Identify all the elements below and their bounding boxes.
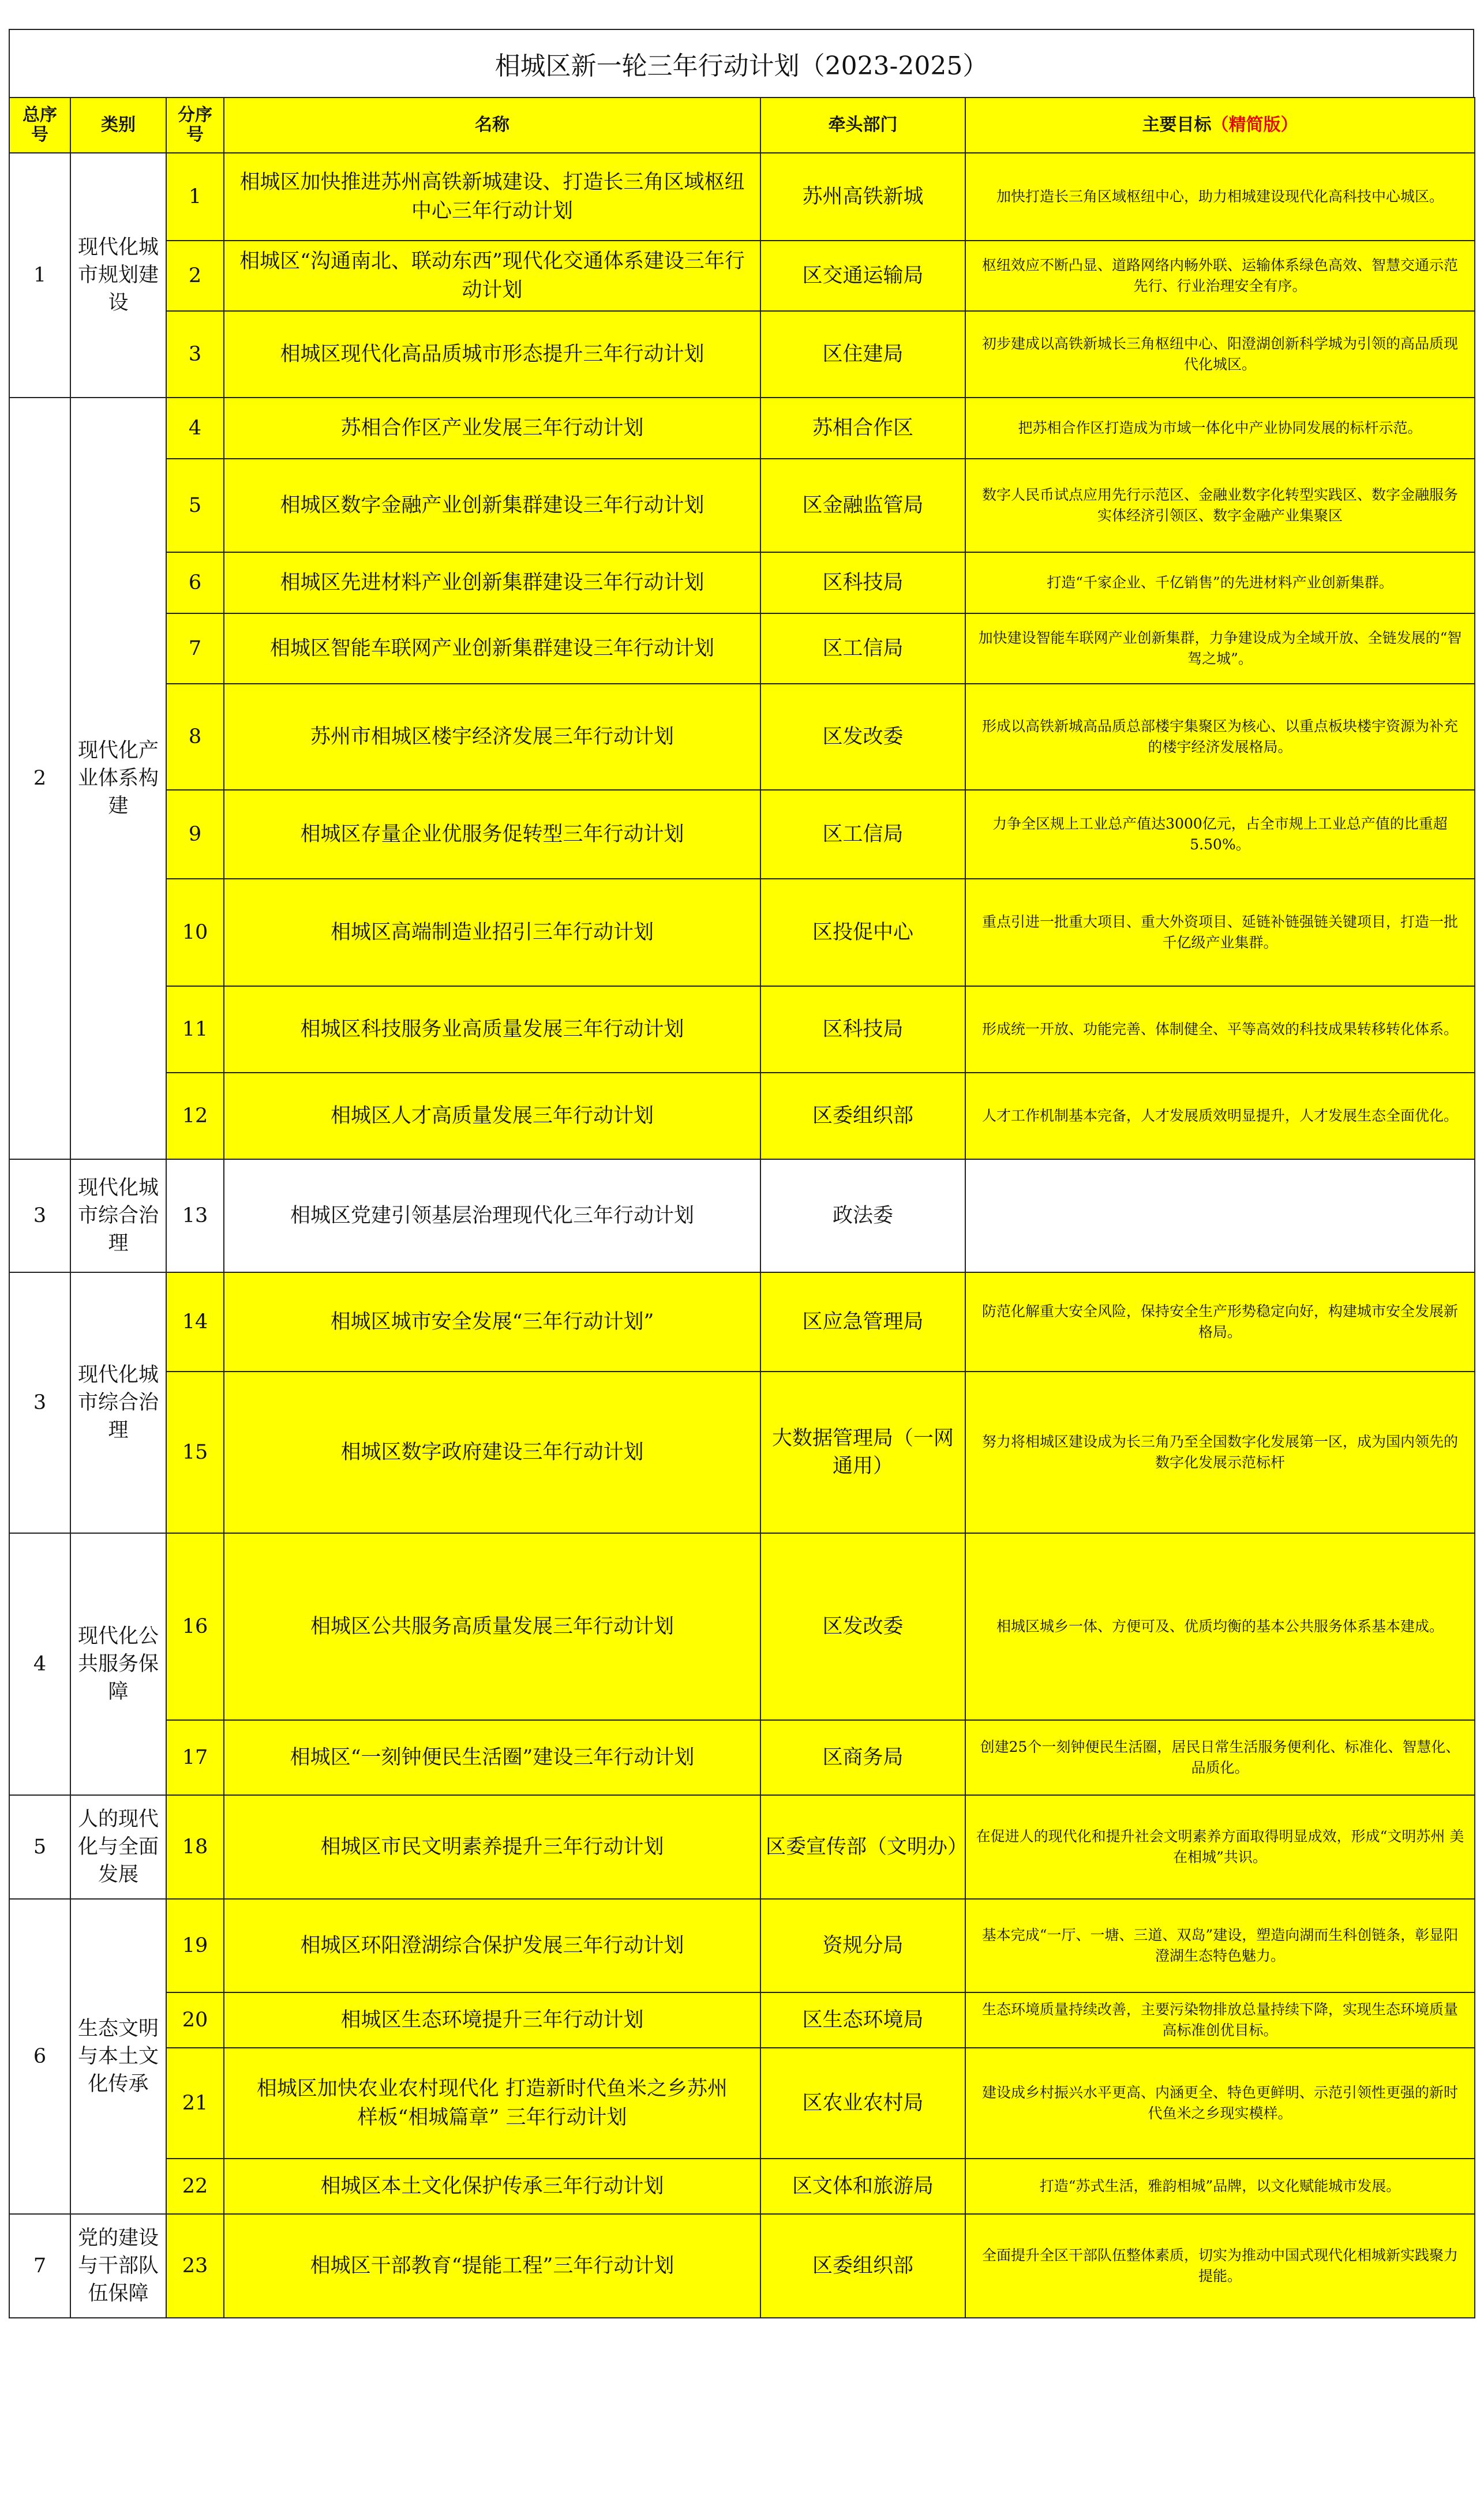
group-category: 现代化城市规划建设 bbox=[78, 236, 159, 314]
group-total-no: 5 bbox=[9, 1795, 70, 1899]
row-target: 形成以高铁新城高品质总部楼宇集聚区为核心、以重点板块楼宇资源为补充的楼宇经济发展格局。 bbox=[965, 684, 1475, 790]
row-sub-no: 16 bbox=[166, 1533, 224, 1720]
row-sub-no: 11 bbox=[166, 986, 224, 1073]
row-plan-name: 相城区现代化高品质城市形态提升三年行动计划 bbox=[224, 311, 760, 398]
row-sub-no: 17 bbox=[166, 1720, 224, 1795]
row-lead-dept: 资规分局 bbox=[760, 1899, 965, 1992]
row-plan-name: 相城区生态环境提升三年行动计划 bbox=[224, 1992, 760, 2048]
group-total-no: 7 bbox=[9, 2214, 70, 2318]
row-target: 生态环境质量持续改善，主要污染物排放总量持续下降，实现生态环境质量高标准创优目标。 bbox=[965, 1992, 1475, 2048]
row-target: 努力将相城区建设成为长三角乃至全国数字化发展第一区，成为国内领先的数字化发展示范标杆 bbox=[965, 1372, 1475, 1533]
row-lead-dept: 区科技局 bbox=[760, 986, 965, 1073]
table-row bbox=[9, 986, 1475, 1073]
table-row bbox=[9, 1899, 1475, 1992]
row-plan-name: 相城区智能车联网产业创新集群建设三年行动计划 bbox=[224, 613, 760, 684]
header-category: 类别 bbox=[70, 98, 166, 153]
row-lead-dept: 区投促中心 bbox=[760, 879, 965, 986]
table-row bbox=[9, 2214, 1475, 2318]
row-sub-no: 2 bbox=[166, 241, 224, 311]
row-target: 防范化解重大安全风险，保持安全生产形势稳定向好，构建城市安全发展新格局。 bbox=[965, 1272, 1475, 1372]
row-sub-no: 14 bbox=[166, 1272, 224, 1372]
row-sub-no: 12 bbox=[166, 1073, 224, 1159]
row-lead-dept: 苏相合作区 bbox=[760, 398, 965, 459]
group-total-no: 3 bbox=[9, 1159, 70, 1272]
row-lead-dept: 苏州高铁新城 bbox=[760, 153, 965, 241]
group-category: 党的建设与干部队伍保障 bbox=[78, 2227, 159, 2305]
row-lead-dept: 区委组织部 bbox=[760, 1073, 965, 1159]
row-sub-no: 21 bbox=[166, 2048, 224, 2159]
group-total-no: 3 bbox=[9, 1272, 70, 1533]
table-row bbox=[9, 2159, 1475, 2214]
row-target: 把苏相合作区打造成为市域一体化中产业协同发展的标杆示范。 bbox=[965, 398, 1475, 459]
table-row bbox=[9, 1372, 1475, 1533]
header-lead-dept: 牵头部门 bbox=[760, 98, 965, 153]
table-row bbox=[9, 1795, 1475, 1899]
row-target: 形成统一开放、功能完善、体制健全、平等高效的科技成果转移转化体系。 bbox=[965, 986, 1475, 1073]
row-target: 力争全区规上工业总产值达3000亿元，占全市规上工业总产值的比重超5.50%。 bbox=[965, 790, 1475, 879]
group-category: 现代化城市综合治理 bbox=[78, 1177, 159, 1255]
header-total-no: 总序号 bbox=[9, 98, 70, 153]
plan-table-body bbox=[9, 153, 1475, 2318]
row-target: 打造“苏式生活，雅韵相城”品牌，以文化赋能城市发展。 bbox=[965, 2159, 1475, 2214]
group-category: 生态文明与本土文化传承 bbox=[78, 2017, 159, 2096]
row-target: 初步建成以高铁新城长三角枢纽中心、阳澄湖创新科学城为引领的高品质现代化城区。 bbox=[965, 311, 1475, 398]
row-sub-no: 4 bbox=[166, 398, 224, 459]
header-row bbox=[9, 98, 1475, 153]
header-sub-no: 分序号 bbox=[166, 98, 224, 153]
group-category-cell bbox=[70, 1899, 166, 2214]
row-plan-name: 相城区数字政府建设三年行动计划 bbox=[224, 1372, 760, 1533]
row-target: 相城区城乡一体、方便可及、优质均衡的基本公共服务体系基本建成。 bbox=[965, 1533, 1475, 1720]
row-plan-name: 相城区城市安全发展“三年行动计划” bbox=[224, 1272, 760, 1372]
group-category-cell bbox=[70, 1795, 166, 1899]
table-row bbox=[9, 1073, 1475, 1159]
group-category-cell bbox=[70, 2214, 166, 2318]
row-plan-name: 相城区市民文明素养提升三年行动计划 bbox=[224, 1795, 760, 1899]
group-category-cell bbox=[70, 153, 166, 398]
row-sub-no: 5 bbox=[166, 459, 224, 552]
row-plan-name: 相城区加快推进苏州高铁新城建设、打造长三角区域枢纽中心三年行动计划 bbox=[224, 153, 760, 241]
row-plan-name: 相城区科技服务业高质量发展三年行动计划 bbox=[224, 986, 760, 1073]
row-plan-name: 相城区存量企业优服务促转型三年行动计划 bbox=[224, 790, 760, 879]
row-lead-dept: 区发改委 bbox=[760, 684, 965, 790]
table-row bbox=[9, 684, 1475, 790]
table-row bbox=[9, 153, 1475, 241]
row-plan-name: 相城区“一刻钟便民生活圈”建设三年行动计划 bbox=[224, 1720, 760, 1795]
row-plan-name: 相城区先进材料产业创新集群建设三年行动计划 bbox=[224, 552, 760, 613]
row-plan-name: 相城区本土文化保护传承三年行动计划 bbox=[224, 2159, 760, 2214]
row-sub-no: 15 bbox=[166, 1372, 224, 1533]
header-target-label: 主要目标 bbox=[1142, 115, 1212, 135]
row-plan-name: 苏州市相城区楼宇经济发展三年行动计划 bbox=[224, 684, 760, 790]
plan-table bbox=[9, 97, 1475, 2318]
row-sub-no: 23 bbox=[166, 2214, 224, 2318]
table-row bbox=[9, 879, 1475, 986]
header-target bbox=[965, 98, 1475, 153]
row-lead-dept: 区委宣传部（文明办） bbox=[760, 1795, 965, 1899]
group-category-cell bbox=[70, 398, 166, 1159]
row-sub-no: 13 bbox=[166, 1159, 224, 1272]
plan-sheet bbox=[9, 0, 1474, 2495]
header-name: 名称 bbox=[224, 98, 760, 153]
row-target: 加快建设智能车联网产业创新集群，力争建设成为全域开放、全链发展的“智驾之城”。 bbox=[965, 613, 1475, 684]
row-target: 全面提升全区干部队伍整体素质，切实为推动中国式现代化相城新实践聚力提能。 bbox=[965, 2214, 1475, 2318]
row-target: 枢纽效应不断凸显、道路网络内畅外联、运输体系绿色高效、智慧交通示范先行、行业治理安全有序。 bbox=[965, 241, 1475, 311]
row-sub-no: 1 bbox=[166, 153, 224, 241]
row-plan-name: 相城区环阳澄湖综合保护发展三年行动计划 bbox=[224, 1899, 760, 1992]
table-row bbox=[9, 1159, 1475, 1272]
row-lead-dept: 区工信局 bbox=[760, 613, 965, 684]
row-sub-no: 18 bbox=[166, 1795, 224, 1899]
table-row bbox=[9, 241, 1475, 311]
table-row bbox=[9, 2048, 1475, 2159]
row-lead-dept: 区农业农村局 bbox=[760, 2048, 965, 2159]
table-row bbox=[9, 1720, 1475, 1795]
group-total-no: 4 bbox=[9, 1533, 70, 1795]
row-lead-dept: 区发改委 bbox=[760, 1533, 965, 1720]
table-row bbox=[9, 790, 1475, 879]
row-target bbox=[965, 1159, 1475, 1272]
row-lead-dept: 区科技局 bbox=[760, 552, 965, 613]
row-lead-dept: 区应急管理局 bbox=[760, 1272, 965, 1372]
row-plan-name: 相城区高端制造业招引三年行动计划 bbox=[224, 879, 760, 986]
table-row bbox=[9, 1272, 1475, 1372]
row-lead-dept: 区商务局 bbox=[760, 1720, 965, 1795]
table-row bbox=[9, 552, 1475, 613]
group-category-cell bbox=[70, 1533, 166, 1795]
row-plan-name: 相城区公共服务高质量发展三年行动计划 bbox=[224, 1533, 760, 1720]
group-total-no: 1 bbox=[9, 153, 70, 398]
table-row bbox=[9, 311, 1475, 398]
row-plan-name: 苏相合作区产业发展三年行动计划 bbox=[224, 398, 760, 459]
row-sub-no: 20 bbox=[166, 1992, 224, 2048]
row-lead-dept: 区委组织部 bbox=[760, 2214, 965, 2318]
group-category: 现代化产业体系构建 bbox=[78, 739, 159, 818]
row-plan-name: 相城区加快农业农村现代化 打造新时代鱼米之乡苏州样板“相城篇章” 三年行动计划 bbox=[224, 2048, 760, 2159]
row-lead-dept: 区生态环境局 bbox=[760, 1992, 965, 2048]
group-category-cell bbox=[70, 1159, 166, 1272]
row-plan-name: 相城区人才高质量发展三年行动计划 bbox=[224, 1073, 760, 1159]
row-sub-no: 9 bbox=[166, 790, 224, 879]
table-row bbox=[9, 459, 1475, 552]
row-lead-dept: 区工信局 bbox=[760, 790, 965, 879]
table-row bbox=[9, 613, 1475, 684]
row-lead-dept: 大数据管理局（一网通用） bbox=[760, 1372, 965, 1533]
row-plan-name: 相城区“沟通南北、联动东西”现代化交通体系建设三年行动计划 bbox=[224, 241, 760, 311]
group-total-no: 6 bbox=[9, 1899, 70, 2214]
row-lead-dept: 区住建局 bbox=[760, 311, 965, 398]
row-plan-name: 相城区数字金融产业创新集群建设三年行动计划 bbox=[224, 459, 760, 552]
row-lead-dept: 区交通运输局 bbox=[760, 241, 965, 311]
header-target-note: （精简版） bbox=[1211, 115, 1298, 135]
row-sub-no: 7 bbox=[166, 613, 224, 684]
row-sub-no: 6 bbox=[166, 552, 224, 613]
row-target: 打造“千家企业、千亿销售”的先进材料产业创新集群。 bbox=[965, 552, 1475, 613]
row-lead-dept: 区文体和旅游局 bbox=[760, 2159, 965, 2214]
table-row bbox=[9, 1533, 1475, 1720]
row-sub-no: 22 bbox=[166, 2159, 224, 2214]
row-sub-no: 19 bbox=[166, 1899, 224, 1992]
table-row bbox=[9, 398, 1475, 459]
group-category: 人的现代化与全面发展 bbox=[78, 1808, 159, 1886]
row-lead-dept: 区金融监管局 bbox=[760, 459, 965, 552]
group-category: 现代化城市综合治理 bbox=[78, 1363, 159, 1442]
row-target: 重点引进一批重大项目、重大外资项目、延链补链强链关键项目，打造一批千亿级产业集群。 bbox=[965, 879, 1475, 986]
row-lead-dept: 政法委 bbox=[760, 1159, 965, 1272]
row-target: 加快打造长三角区域枢纽中心，助力相城建设现代化高科技中心城区。 bbox=[965, 153, 1475, 241]
row-target: 创建25个一刻钟便民生活圈，居民日常生活服务便利化、标准化、智慧化、品质化。 bbox=[965, 1720, 1475, 1795]
row-sub-no: 10 bbox=[166, 879, 224, 986]
table-row bbox=[9, 1992, 1475, 2048]
group-total-no: 2 bbox=[9, 398, 70, 1159]
row-sub-no: 3 bbox=[166, 311, 224, 398]
row-target: 基本完成“一厅、一塘、三道、双岛”建设，塑造向湖而生科创链条，彰显阳澄湖生态特色魅力。 bbox=[965, 1899, 1475, 1992]
sheet-title: 相城区新一轮三年行动计划（2023-2025） bbox=[9, 29, 1474, 97]
row-target: 人才工作机制基本完备，人才发展质效明显提升，人才发展生态全面优化。 bbox=[965, 1073, 1475, 1159]
row-target: 建设成乡村振兴水平更高、内涵更全、特色更鲜明、示范引领性更强的新时代鱼米之乡现实模样。 bbox=[965, 2048, 1475, 2159]
row-plan-name: 相城区干部教育“提能工程”三年行动计划 bbox=[224, 2214, 760, 2318]
row-target: 数字人民币试点应用先行示范区、金融业数字化转型实践区、数字金融服务实体经济引领区、数字金融产业集聚区 bbox=[965, 459, 1475, 552]
row-plan-name: 相城区党建引领基层治理现代化三年行动计划 bbox=[224, 1159, 760, 1272]
row-sub-no: 8 bbox=[166, 684, 224, 790]
group-category: 现代化公共服务保障 bbox=[78, 1625, 159, 1703]
row-target: 在促进人的现代化和提升社会文明素养方面取得明显成效，形成“文明苏州 美在相城”共识。 bbox=[965, 1795, 1475, 1899]
group-category-cell bbox=[70, 1272, 166, 1533]
